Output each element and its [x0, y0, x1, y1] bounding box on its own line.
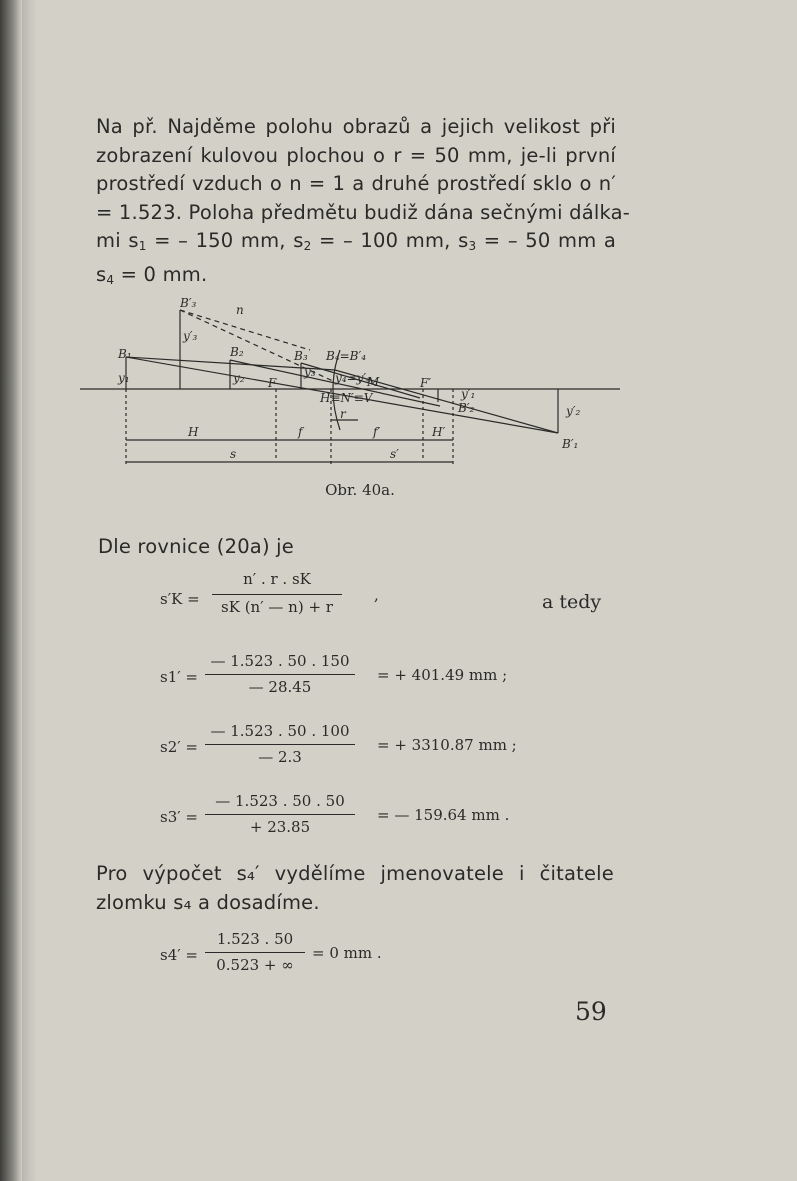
eq-general-lhs: s′K = — [160, 590, 200, 608]
s4-symbol: $s_4$ — [96, 262, 115, 287]
label-B4: B₄=B′₄ — [326, 349, 367, 363]
eq-s1-lhs: s1′ = — [160, 668, 198, 686]
s3-symbol: $s_3$ — [458, 229, 477, 254]
s2-symbol: $s_2$ — [293, 229, 312, 254]
eq-s3-lhs: s3′ = — [160, 808, 198, 826]
eq-s2-numerator: — 1.523 . 50 . 100 — [210, 722, 350, 740]
eq-general-bar — [212, 594, 342, 595]
eq-s3-bar — [205, 814, 355, 815]
equation-s3 — [160, 792, 580, 842]
equation-s1 — [160, 652, 560, 702]
eq-s4-lhs: s4′ = — [160, 946, 198, 964]
label-y2p: y′₂ — [566, 404, 581, 418]
page-number: 59 — [575, 997, 607, 1026]
label-y3: y₃ — [304, 365, 316, 379]
closing-paragraph — [96, 860, 614, 917]
s1-value: = – 150 mm, — [154, 229, 286, 253]
label-f: f — [298, 425, 303, 439]
eq-s2-lhs: s2′ = — [160, 738, 198, 756]
eq-general-numerator: n′ . r . sK — [243, 570, 311, 588]
eq-s4-result: = 0 mm . — [312, 944, 382, 962]
eq-s2-result: = + 3310.87 mm ; — [377, 736, 517, 754]
intro-line-4: = 1.523. Poloha předmětu budiž dána sečnými dálka- — [96, 200, 631, 224]
label-B1: B₁ — [118, 347, 132, 361]
equation-intro: Dle rovnice (20a) je — [98, 535, 294, 558]
page-gutter-shadow — [0, 0, 22, 1181]
intro-line-1: Na př. Najděme polohu obrazů a jejich velikost při — [96, 115, 616, 138]
eq-s1-numerator: — 1.523 . 50 . 150 — [210, 652, 350, 670]
s1-symbol: $s_1$ — [128, 229, 147, 254]
equation-general — [160, 570, 540, 630]
label-y3p: y′₃ — [183, 329, 198, 343]
label-H: H — [188, 425, 199, 439]
label-B2p: B′₂ — [458, 401, 475, 415]
eq-s3-result: = — 159.64 mm . — [377, 806, 510, 824]
label-y2: y₂ — [233, 371, 245, 385]
label-r: r — [340, 407, 346, 421]
closing-line-1: Pro výpočet s₄′ vydělíme jmenovatele i čitatele — [96, 862, 614, 885]
intro-line-5 — [96, 227, 616, 261]
eq-s2-denominator: — 2.3 — [258, 748, 302, 766]
intro-line-3: prostředí vzduch o n = 1 a druhé prostředí sklo o n′ — [96, 172, 616, 196]
eq-s2-bar — [205, 744, 355, 745]
eq-s4-bar — [205, 952, 305, 953]
eq-general-comma: , — [374, 586, 379, 604]
label-M: M — [367, 375, 380, 389]
label-B3p-top: B′₃ — [180, 296, 197, 310]
intro-text-mi: mi — [96, 229, 121, 253]
s4-value: = 0 mm. — [120, 262, 208, 286]
eq-s1-result: = + 401.49 mm ; — [377, 666, 508, 684]
equation-s4 — [160, 930, 460, 980]
label-B1p: B′₁ — [562, 437, 579, 451]
equation-s2 — [160, 722, 580, 772]
label-y1: y₁ — [118, 371, 130, 385]
figure-caption: Obr. 40a. — [325, 481, 395, 499]
label-F: F — [268, 376, 277, 390]
page-gutter-fade — [22, 0, 36, 1181]
label-Hp: H′ — [432, 425, 446, 439]
label-s: s — [230, 447, 237, 461]
label-HV: H≡N′≡V — [320, 391, 373, 405]
closing-line-2: zlomku s₄ a dosadíme. — [96, 890, 320, 914]
label-sp: s′ — [390, 447, 399, 461]
eq-s4-denominator: 0.523 + ∞ — [216, 956, 294, 974]
label-B3: B₃ — [294, 349, 308, 363]
label-fp: f′ — [373, 425, 381, 439]
optics-diagram — [80, 290, 620, 480]
eq-s3-denominator: + 23.85 — [249, 818, 311, 836]
label-y1p: y′₁ — [461, 387, 476, 401]
eq-s1-bar — [205, 674, 355, 675]
label-n: n — [236, 303, 244, 317]
eq-s1-denominator: — 28.45 — [248, 678, 312, 696]
label-y4: y₄=y′₄ — [335, 371, 371, 385]
label-B2: B₂ — [230, 345, 244, 359]
s3-value: = – 50 mm a — [483, 229, 617, 253]
normal-n — [180, 310, 310, 350]
intro-paragraph — [96, 113, 631, 295]
eq-s4-numerator: 1.523 . 50 — [216, 930, 294, 948]
s2-value: = – 100 mm, — [318, 229, 451, 253]
a-tedy-text: a tedy — [542, 591, 602, 613]
label-Fp: F′ — [420, 376, 432, 390]
eq-s3-numerator: — 1.523 . 50 . 50 — [215, 792, 345, 810]
intro-line-2: zobrazení kulovou plochou o r = 50 mm, je-li první — [96, 143, 616, 167]
eq-general-denominator: sK (n′ — n) + r — [221, 598, 333, 616]
